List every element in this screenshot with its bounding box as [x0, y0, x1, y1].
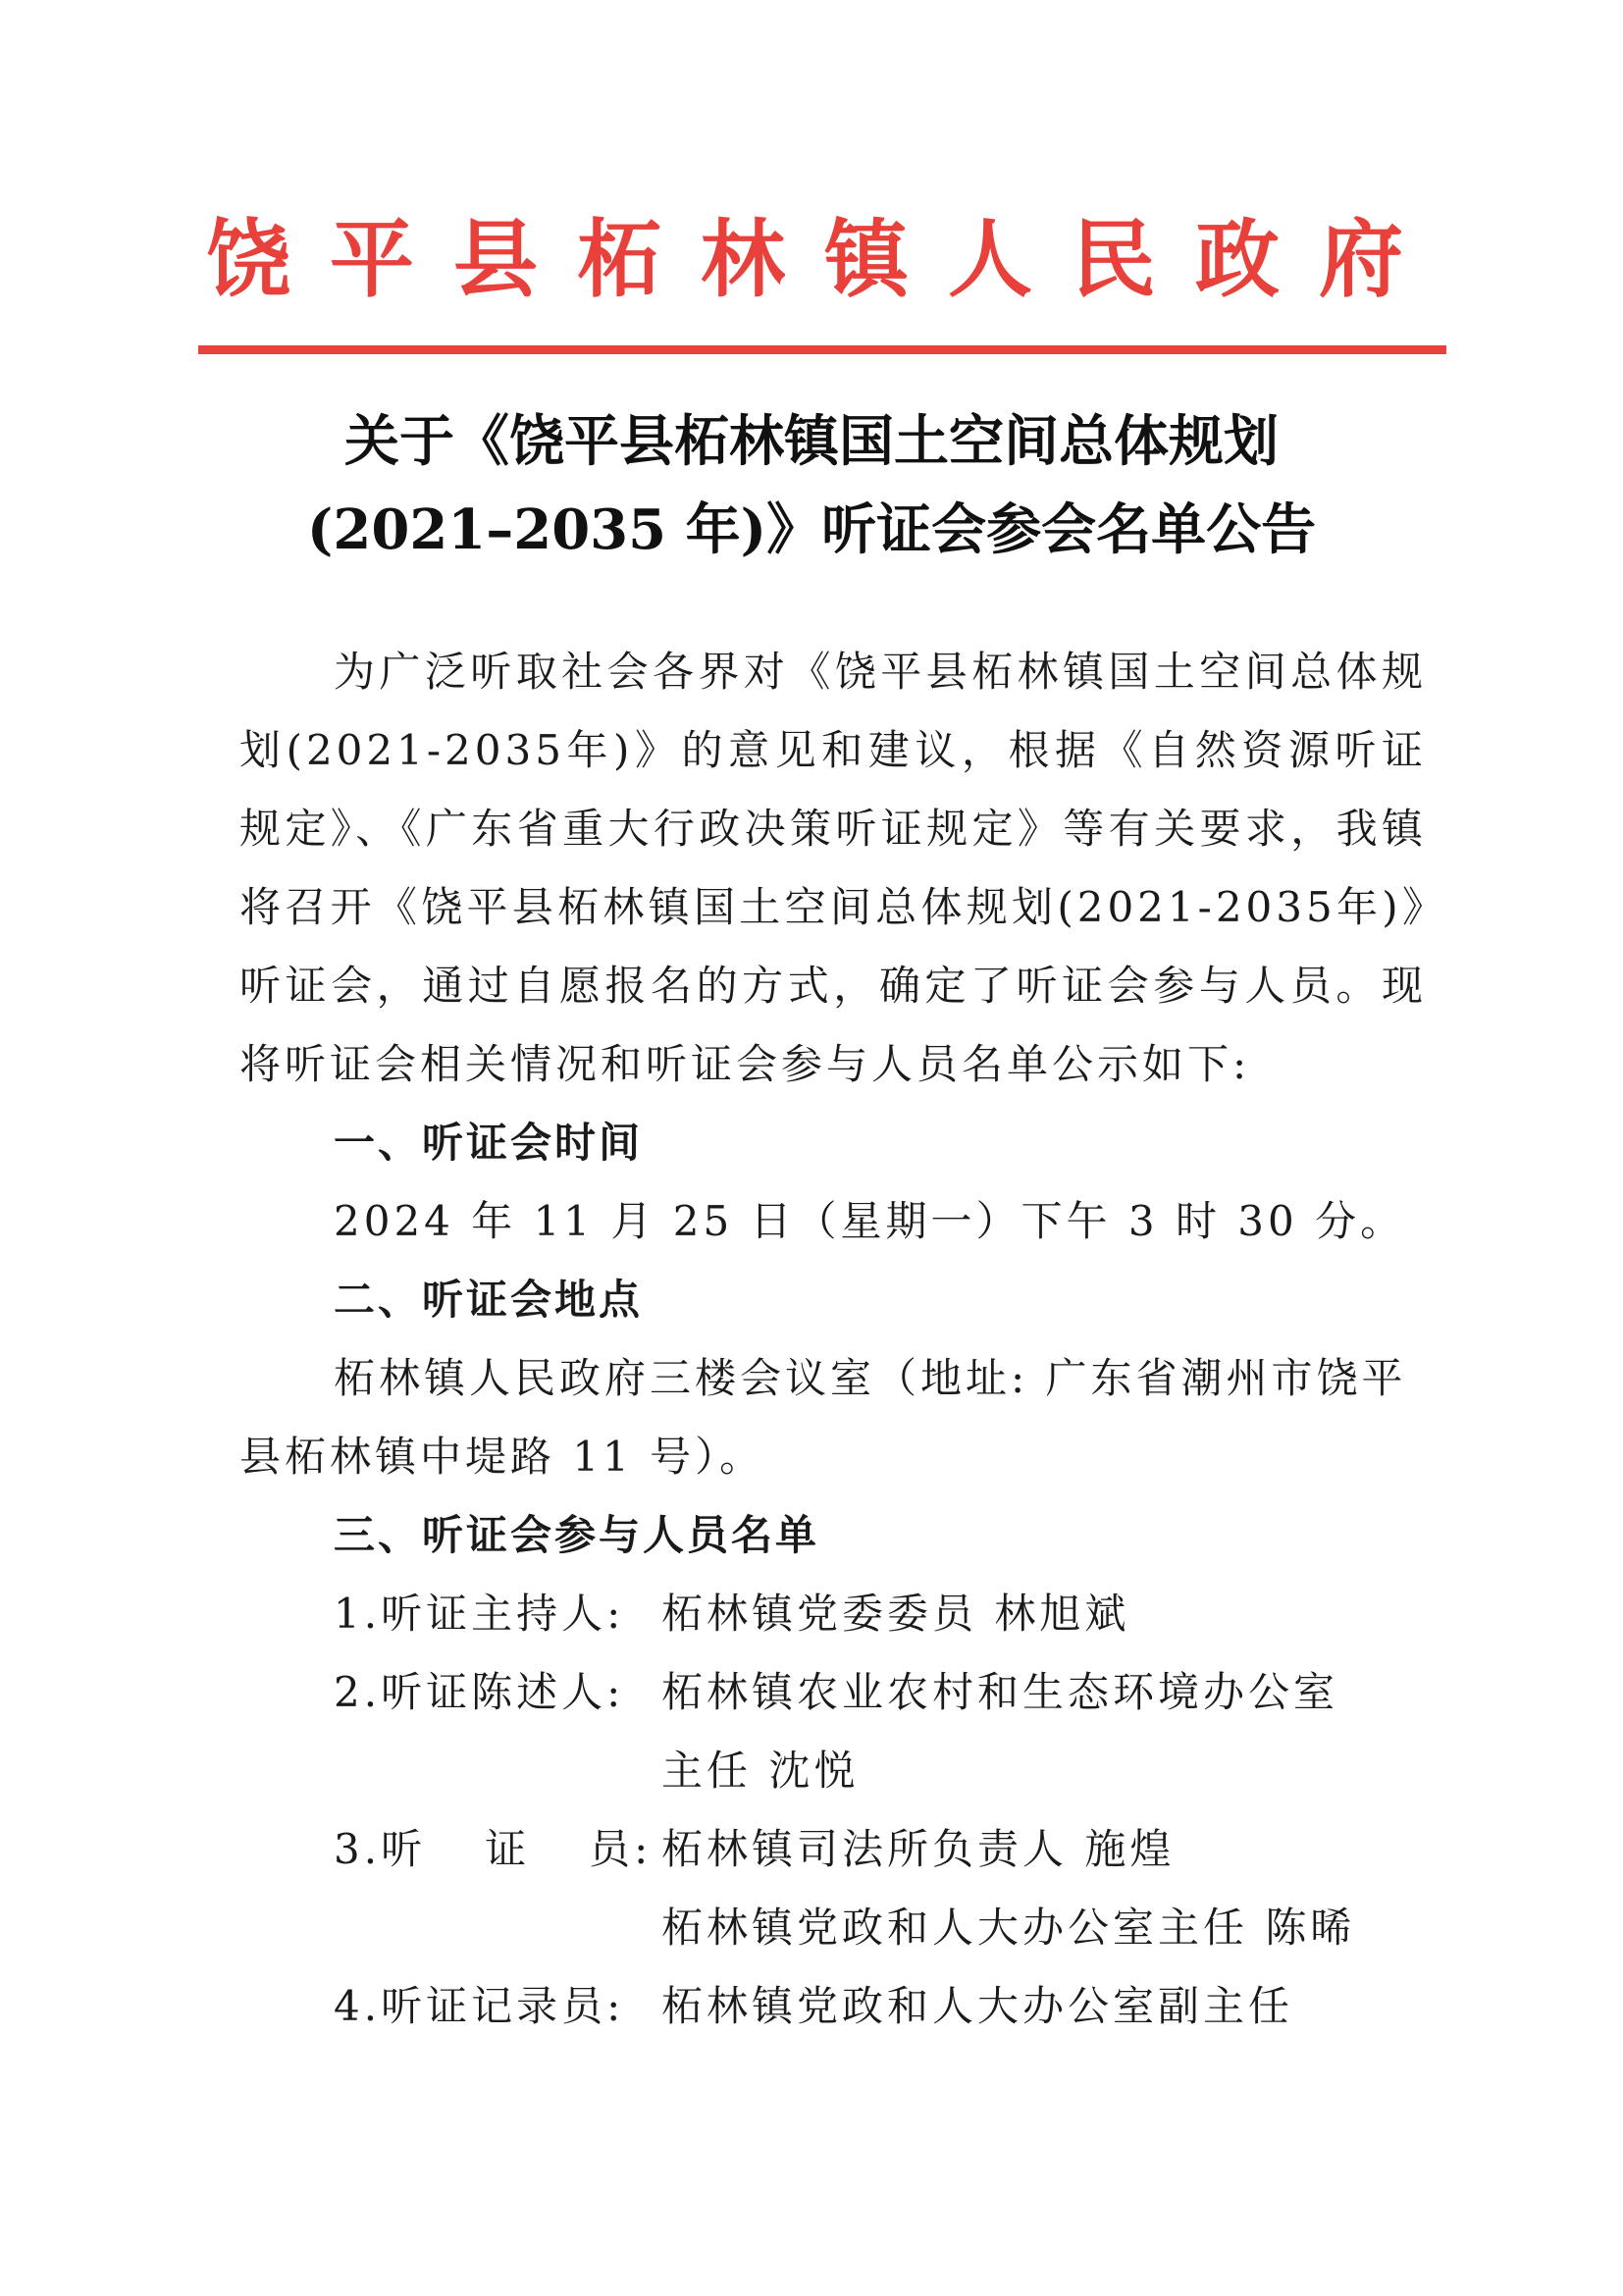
- section-place-heading: 二、听证会地点: [334, 1276, 644, 1324]
- participant-role-label: 1.听证主持人:: [334, 1590, 625, 1638]
- participant-value: 柘林镇党政和人大办公室主任 陈晞: [661, 1904, 1356, 1952]
- participant-values: [661, 1653, 1427, 1810]
- red-header-rule: [198, 345, 1446, 354]
- participant-row-hearing-members: [239, 1810, 1427, 1967]
- section-time-heading: 一、听证会时间: [334, 1119, 644, 1167]
- participant-role-label: 2.听证陈述人:: [334, 1668, 625, 1716]
- participant-role-label: 4.听证记录员:: [334, 1982, 625, 2030]
- participant-values: [661, 1810, 1427, 1967]
- participant-value: 柘林镇党政和人大办公室副主任: [661, 1982, 1294, 2030]
- participant-value: 柘林镇司法所负责人 施煌: [661, 1825, 1176, 1873]
- section-time-content: 2024 年 11 月 25 日（星期一）下午 3 时 30 分。: [334, 1197, 1406, 1245]
- participant-value: 柘林镇农业农村和生态环境办公室: [661, 1668, 1339, 1716]
- document-title: [196, 397, 1427, 574]
- role-label-part: 证: [485, 1825, 531, 1873]
- title-line-1: 关于《饶平县柘林镇国土空间总体规划: [344, 409, 1279, 474]
- participant-value: 主任 沈悦: [661, 1747, 860, 1795]
- intro-paragraph: 为广泛听取社会各界对《饶平县柘林镇国土空间总体规划(2021-2035年)》的意见和建议，根据《自然资源听证规定》、《广东省重大行政决策听证规定》等有关要求，我镇将召开《饶平县柘林镇国土空间总体规划(2021-2035年)》听证会，通过自愿报名的方式，确定了听证会参与人员。现将听证会相关情况和听证会参与人员名单公示如下:: [239, 648, 1427, 1088]
- participant-row-presenter: [239, 1653, 1427, 1810]
- document-body: [239, 633, 1427, 2046]
- role-label-part: 员:: [589, 1825, 653, 1873]
- section-place-content: 柘林镇人民政府三楼会议室（地址: 广东省潮州市饶平县柘林镇中堤路 11 号）。: [239, 1354, 1407, 1481]
- role-label-part: 3.听: [334, 1825, 427, 1873]
- participant-values: [661, 1575, 1427, 1653]
- issuing-authority-header: 饶平县柘林镇人民政府: [206, 211, 1442, 309]
- participant-values: [661, 1967, 1427, 2046]
- title-line-2: (2021–2035 年)》听证会参会名单公告: [306, 497, 1317, 562]
- participant-value: 柘林镇党委委员 林旭斌: [661, 1590, 1130, 1638]
- participant-row-recorder: [239, 1967, 1427, 2046]
- section-participants-heading: 三、听证会参与人员名单: [334, 1511, 820, 1559]
- participant-row-host: [239, 1575, 1427, 1653]
- participant-role-label: [334, 1810, 661, 1967]
